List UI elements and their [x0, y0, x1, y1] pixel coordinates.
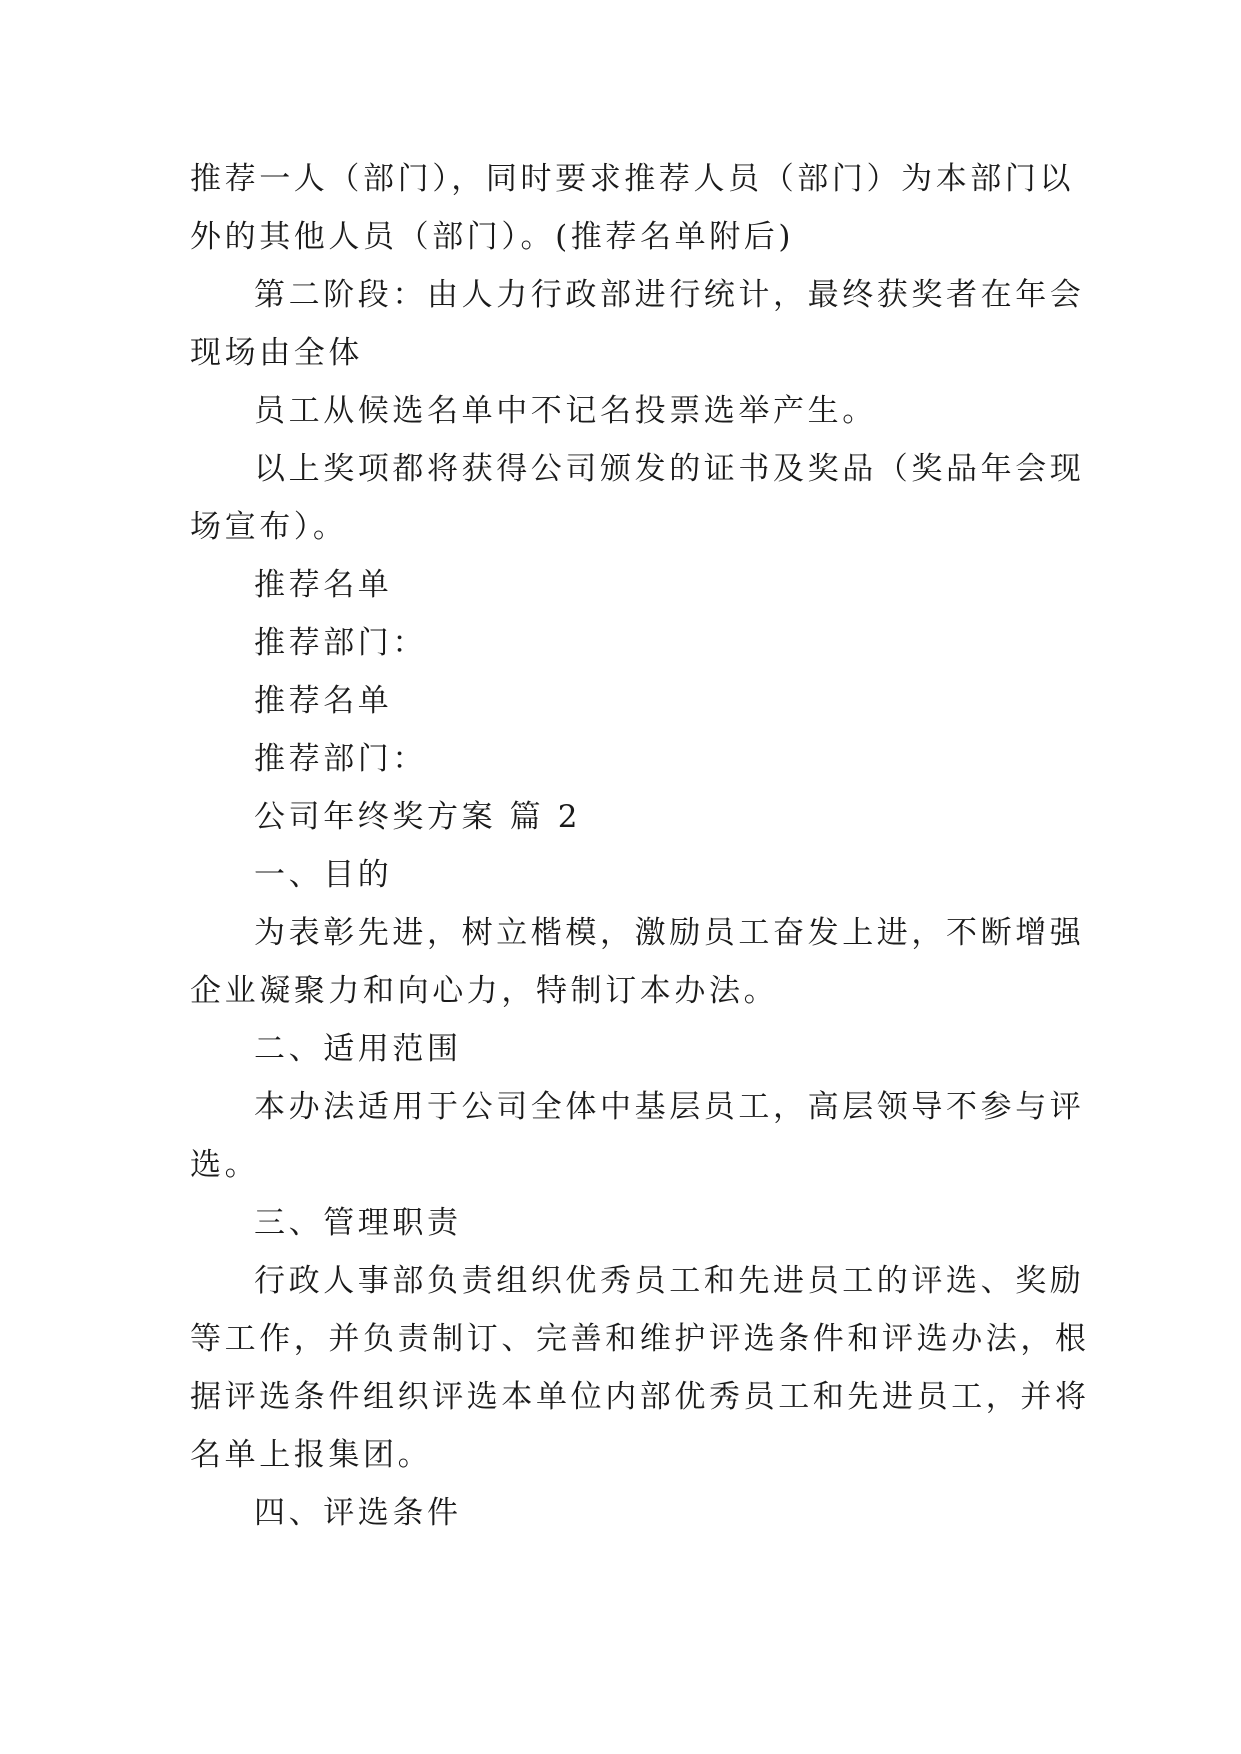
text-line: 为表彰先进，树立楷模，激励员工奋发上进，不断增强 — [254, 915, 1085, 951]
text-line: 现场由全体 — [190, 335, 363, 371]
recommend-dept-label: 推荐部门： — [254, 625, 427, 661]
document-page — [190, 150, 1090, 1542]
section-heading: 三、管理职责 — [254, 1205, 462, 1241]
text-line: 场宣布）。 — [190, 509, 348, 545]
section-heading: 四、评选条件 — [254, 1495, 462, 1531]
text-line: 外的其他人员（部门）。(推荐名单附后) — [190, 219, 795, 255]
section-title: 公司年终奖方案 篇 2 — [254, 799, 582, 835]
text-line: 员工从候选名单中不记名投票选举产生。 — [254, 393, 877, 429]
text-line: 选。 — [190, 1147, 260, 1183]
text-line: 据评选条件组织评选本单位内部优秀员工和先进员工，并将 — [190, 1379, 1090, 1415]
recommend-list-label: 推荐名单 — [254, 683, 393, 719]
text-line: 第二阶段：由人力行政部进行统计，最终获奖者在年会 — [254, 277, 1085, 313]
text-line: 以上奖项都将获得公司颁发的证书及奖品（奖品年会现 — [254, 451, 1085, 487]
recommend-list-label: 推荐名单 — [254, 567, 393, 603]
text-line: 本办法适用于公司全体中基层员工，高层领导不参与评 — [254, 1089, 1085, 1125]
recommend-dept-label: 推荐部门： — [254, 741, 427, 777]
text-line: 行政人事部负责组织优秀员工和先进员工的评选、奖励 — [254, 1263, 1085, 1299]
text-line: 推荐一人（部门），同时要求推荐人员（部门）为本部门以 — [190, 161, 1075, 197]
section-heading: 二、适用范围 — [254, 1031, 462, 1067]
text-line: 等工作，并负责制订、完善和维护评选条件和评选办法，根 — [190, 1321, 1090, 1357]
section-heading: 一、目的 — [254, 857, 393, 893]
text-line: 企业凝聚力和向心力，特制订本办法。 — [190, 973, 779, 1009]
text-line: 名单上报集团。 — [190, 1437, 433, 1473]
